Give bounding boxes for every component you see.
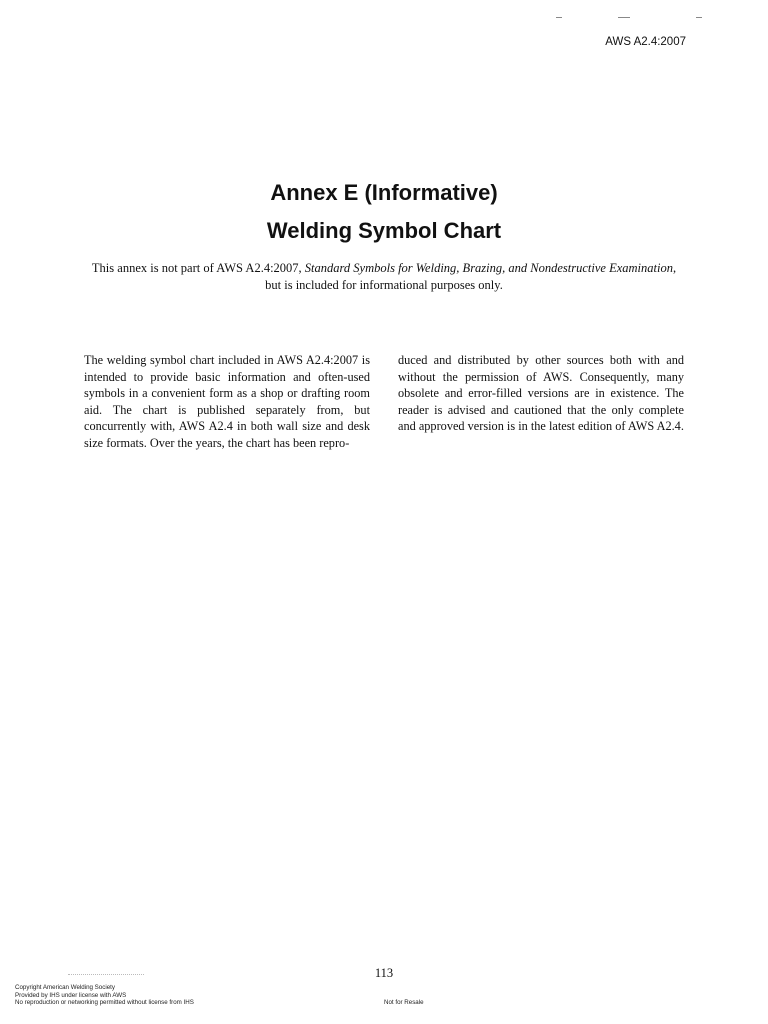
note-standard-title: Standard Symbols for Welding, Brazing, and Nondestructive Examination [304, 261, 673, 275]
registration-mark [556, 17, 562, 18]
registration-marks [556, 12, 716, 22]
note-prefix: This annex is not part of AWS A2.4:2007, [91, 261, 305, 275]
not-for-resale: Not for Resale [384, 999, 424, 1006]
copyright-footer [15, 984, 194, 1007]
body-column-right: duced and distributed by other sources both with and without the permission of AWS. Consequently, many obsolete and error-filled versions are in existence. The reader is advised and cautioned that the only complete and approved version is in the latest edition of AWS A2.4. [398, 353, 684, 434]
informative-note [84, 260, 684, 294]
registration-mark [618, 17, 630, 18]
note-suffix: , but is included for informational purposes only. [265, 261, 677, 292]
license-line: Provided by IHS under license with AWS [15, 991, 127, 999]
copyright-line: Copyright American Welding Society [15, 984, 115, 991]
no-reproduction-line: No reproduction or networking permitted without license from IHS [15, 999, 194, 1007]
document-id: AWS A2.4:2007 [605, 36, 686, 48]
registration-mark [696, 17, 702, 18]
page-number: 113 [374, 966, 394, 980]
annex-title: Annex E (Informative) [270, 180, 498, 205]
body-column-left: The welding symbol chart included in AWS A2.4:2007 is intended to provide basic information and often-used symbols in a convenient form as a shop or drafting room aid. The chart is published separately from, but concurrently with, AWS A2.4 in both wall size and desk size formats. Over the years, the chart has been repro- [84, 353, 370, 450]
chart-title: Welding Symbol Chart [266, 218, 502, 243]
